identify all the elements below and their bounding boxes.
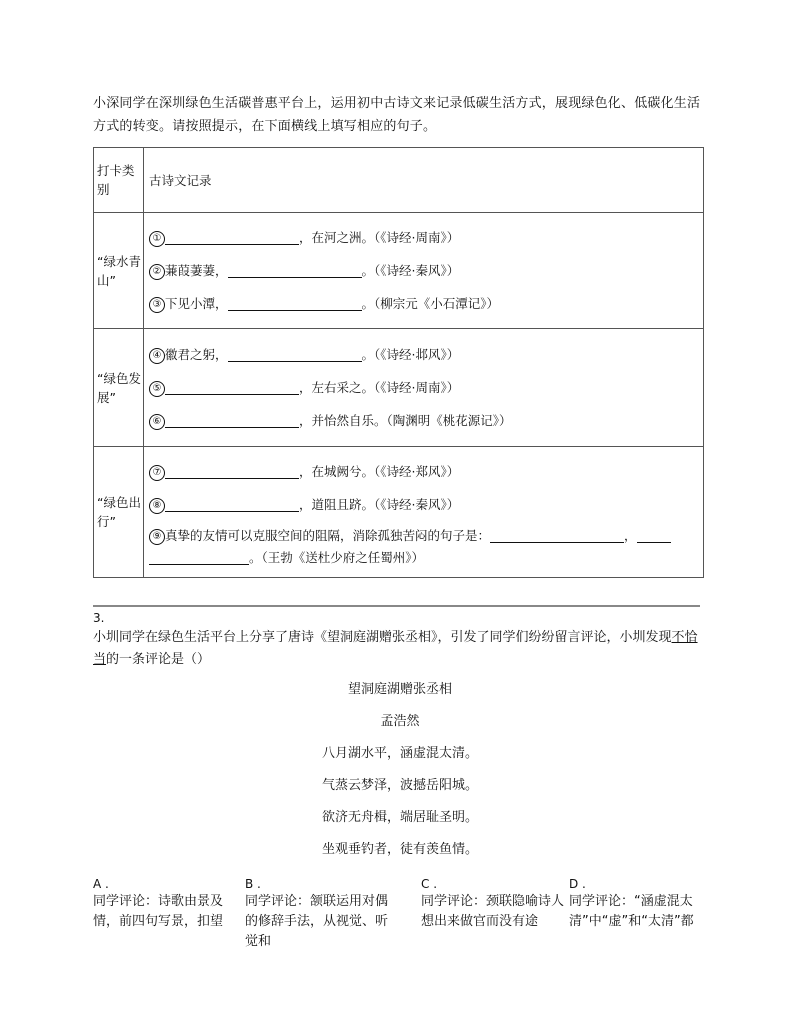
table-row xyxy=(94,447,704,578)
answer-blank[interactable] xyxy=(165,497,299,512)
answer-blank[interactable] xyxy=(228,263,362,278)
poem-title: 望洞庭湖赠张丞相 xyxy=(347,682,452,697)
poem-line: 八月湖水平，涵虚混太清。 xyxy=(321,746,478,761)
option-letter: B . xyxy=(245,877,261,891)
option-text: 同学评论：诗歌由景及情，前四句写景，扣望 xyxy=(93,894,224,929)
question-number: 3. xyxy=(93,611,105,625)
category-cell: “绿色发展” xyxy=(94,329,144,447)
option-c[interactable] xyxy=(421,876,571,932)
item-number: ⑦ xyxy=(149,465,165,481)
answer-blank[interactable] xyxy=(165,464,299,479)
option-letter: D . xyxy=(569,877,586,891)
poem-line: 坐观垂钓者，徒有羡鱼情。 xyxy=(321,842,478,857)
list-item: ① ，在河之洲。（《诗经·周南》） xyxy=(149,221,703,254)
item-number: ⑨ xyxy=(149,529,165,545)
option-letter: C . xyxy=(421,877,438,891)
option-text: 同学评论：颈联隐喻诗人想出来做官而没有途 xyxy=(421,894,565,929)
intro-paragraph: 小深同学在深圳绿色生活碳普惠平台上，运用初中古诗文来记录低碳生活方式，展现绿色化、低碳化生活方式的转变。请按照提示，在下面横线上填写相应的句子。 xyxy=(93,96,701,134)
record-cell xyxy=(144,213,704,329)
answer-blank[interactable] xyxy=(228,347,362,362)
list-item: ⑥ ，并怡然自乐。（陶渊明《桃花源记》） xyxy=(149,404,703,437)
poetry-record-table xyxy=(93,147,704,578)
item-number: ⑧ xyxy=(149,498,165,514)
item-number: ③ xyxy=(149,297,165,313)
list-item: ⑧ ，道阻且跻。（《诗经·秦风》） xyxy=(149,488,703,521)
section-divider xyxy=(93,605,700,607)
header-record: 古诗文记录 xyxy=(144,148,704,213)
answer-blank[interactable] xyxy=(165,413,299,428)
answer-blank[interactable] xyxy=(490,528,624,543)
question-text: 小圳同学在绿色生活平台上分享了唐诗《望洞庭湖赠张丞相》，引发了同学们纷纷留言评论，小圳发现不恰当的一条评论是（） xyxy=(93,630,698,667)
answer-blank[interactable] xyxy=(165,230,299,245)
item-number: ⑥ xyxy=(149,414,165,430)
poem-author: 孟浩然 xyxy=(380,714,420,729)
answer-blank[interactable] xyxy=(149,550,249,565)
list-item: ③ 下见小潭， 。（柳宗元《小石潭记》） xyxy=(149,287,703,320)
header-category: 打卡类别 xyxy=(94,148,144,213)
item-number: ④ xyxy=(149,348,165,364)
list-item: ④ 徽君之躬， 。（《诗经·邶风》） xyxy=(149,338,703,371)
underlined-keyword: 不恰当 xyxy=(93,630,698,667)
poem-line: 气蒸云梦泽，波撼岳阳城。 xyxy=(321,778,478,793)
poem-line: 欲济无舟楫，端居耻圣明。 xyxy=(321,810,478,825)
category-cell: “绿水青山” xyxy=(94,213,144,329)
list-item: ⑨ 真挚的友情可以克服空间的阻隔，消除孤独苦闷的句子是： ，。（王勃《送杜少府之任蜀州》） xyxy=(149,521,703,569)
table-row xyxy=(94,213,704,329)
list-item: ② 蒹葭萋萋， 。（《诗经·秦风》） xyxy=(149,254,703,287)
record-cell xyxy=(144,329,704,447)
option-b[interactable] xyxy=(245,876,395,952)
list-item: ⑤ ，左右采之。（《诗经·周南》） xyxy=(149,371,703,404)
record-cell xyxy=(144,447,704,578)
option-text: 同学评论：颔联运用对偶的修辞手法，从视觉、听觉和 xyxy=(245,894,389,949)
option-text: 同学评论：“涵虚混太清”中“虚”和“太清”都 xyxy=(569,894,694,929)
poem xyxy=(300,680,500,872)
answer-blank[interactable] xyxy=(228,296,362,311)
list-item: ⑦ ，在城阙兮。（《诗经·郑风》） xyxy=(149,455,703,488)
option-a[interactable] xyxy=(93,876,243,932)
answer-blank[interactable] xyxy=(637,528,671,543)
option-letter: A . xyxy=(93,877,109,891)
category-cell: “绿色出行” xyxy=(94,447,144,578)
item-number: ① xyxy=(149,231,165,247)
table-header-row xyxy=(94,148,704,213)
item-number: ② xyxy=(149,264,165,280)
item-number: ⑤ xyxy=(149,381,165,397)
answer-blank[interactable] xyxy=(165,380,299,395)
table-row xyxy=(94,329,704,447)
option-d[interactable] xyxy=(569,876,719,932)
